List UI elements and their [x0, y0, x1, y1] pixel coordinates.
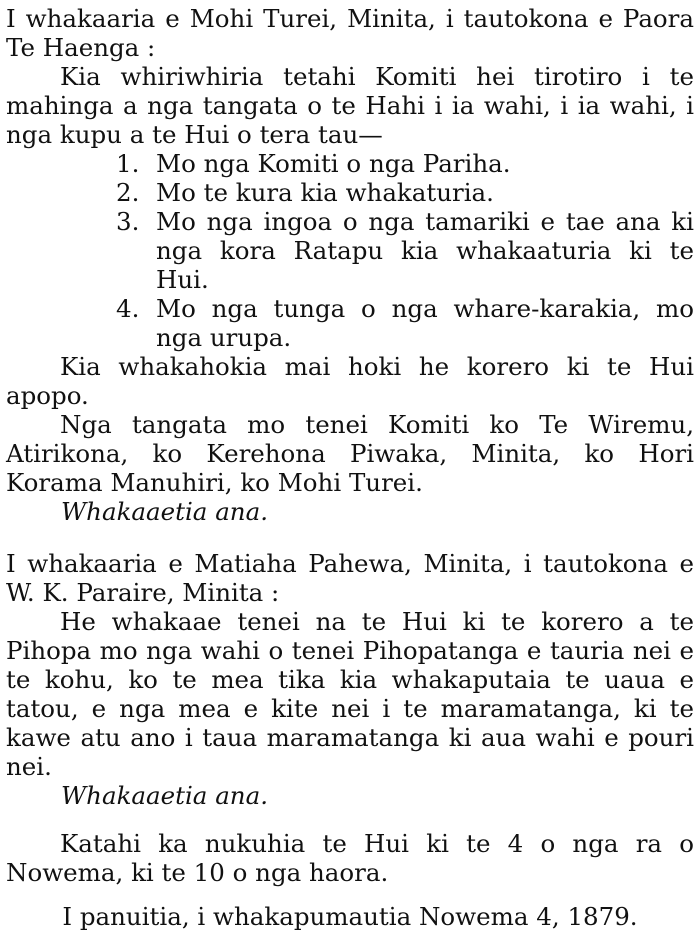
numbered-list — [116, 149, 694, 352]
list-item — [116, 207, 694, 294]
confirmation-line: I panuitia, i whakapumautia Nowema 4, 1879. — [62, 902, 638, 931]
list-item-text: Mo te kura kia whakaturia. — [156, 178, 494, 207]
list-item — [116, 178, 694, 207]
list-item-text: Mo nga Komiti o nga Pariha. — [156, 149, 511, 178]
resolution-paragraph-1: Kia whiriwhiria tetahi Komiti hei tirotiro i te mahinga a nga tangata o te Hahi i ia wahi, i ia wahi, i nga kupu a te Hui o tera tau— — [6, 62, 694, 149]
resolution-paragraph-2: He whakaae tenei na te Hui ki te korero a te Pihopa mo nga wahi o tenei Pihopatanga e tauria nei e te kohu, ko te mea tika kia whakaputaia te uaua e tatou, e nga mea e kite nei i te maramatanga, ki te kawe atu ano i taua maramatanga ki aua wahi e pouri nei. — [6, 607, 694, 781]
list-item-text: Mo nga tunga o nga whare-karakia, mo nga urupa. — [156, 294, 694, 352]
list-item-text: Mo nga ingoa o nga tamariki e tae ana ki nga kora Ratapu kia whakaaturia ki te Hui. — [156, 207, 694, 294]
document-page — [6, 4, 694, 931]
adjournment-paragraph: Katahi ka nukuhia te Hui ki te 4 o nga ra o Nowema, ki te 10 o nga haora. — [6, 829, 694, 887]
report-paragraph: Kia whakahokia mai hoki he korero ki te Hui apopo. — [6, 352, 694, 410]
list-item-number: 2. — [116, 178, 140, 207]
list-item — [116, 149, 694, 178]
motion-paragraph-2: I whakaaria e Matiaha Pahewa, Minita, i tautokona e W. K. Paraire, Minita : — [6, 549, 694, 607]
committee-members-paragraph: Nga tangata mo tenei Komiti ko Te Wiremu, Atirikona, ko Kerehona Piwaka, Minita, ko Hori Korama Manuhiri, ko Mohi Turei. — [6, 410, 694, 497]
list-item — [116, 294, 694, 352]
list-item-number: 1. — [116, 149, 140, 178]
motion-paragraph-1: I whakaaria e Mohi Turei, Minita, i tautokona e Paora Te Haenga : — [6, 4, 694, 62]
agreed-note-2: Whakaaetia ana. — [61, 781, 268, 810]
section-gap — [6, 887, 694, 902]
list-item-number: 4. — [116, 294, 140, 323]
list-item-number: 3. — [116, 207, 140, 236]
agreed-note-1: Whakaaetia ana. — [61, 497, 268, 526]
section-gap — [6, 526, 694, 549]
section-gap — [6, 810, 694, 829]
